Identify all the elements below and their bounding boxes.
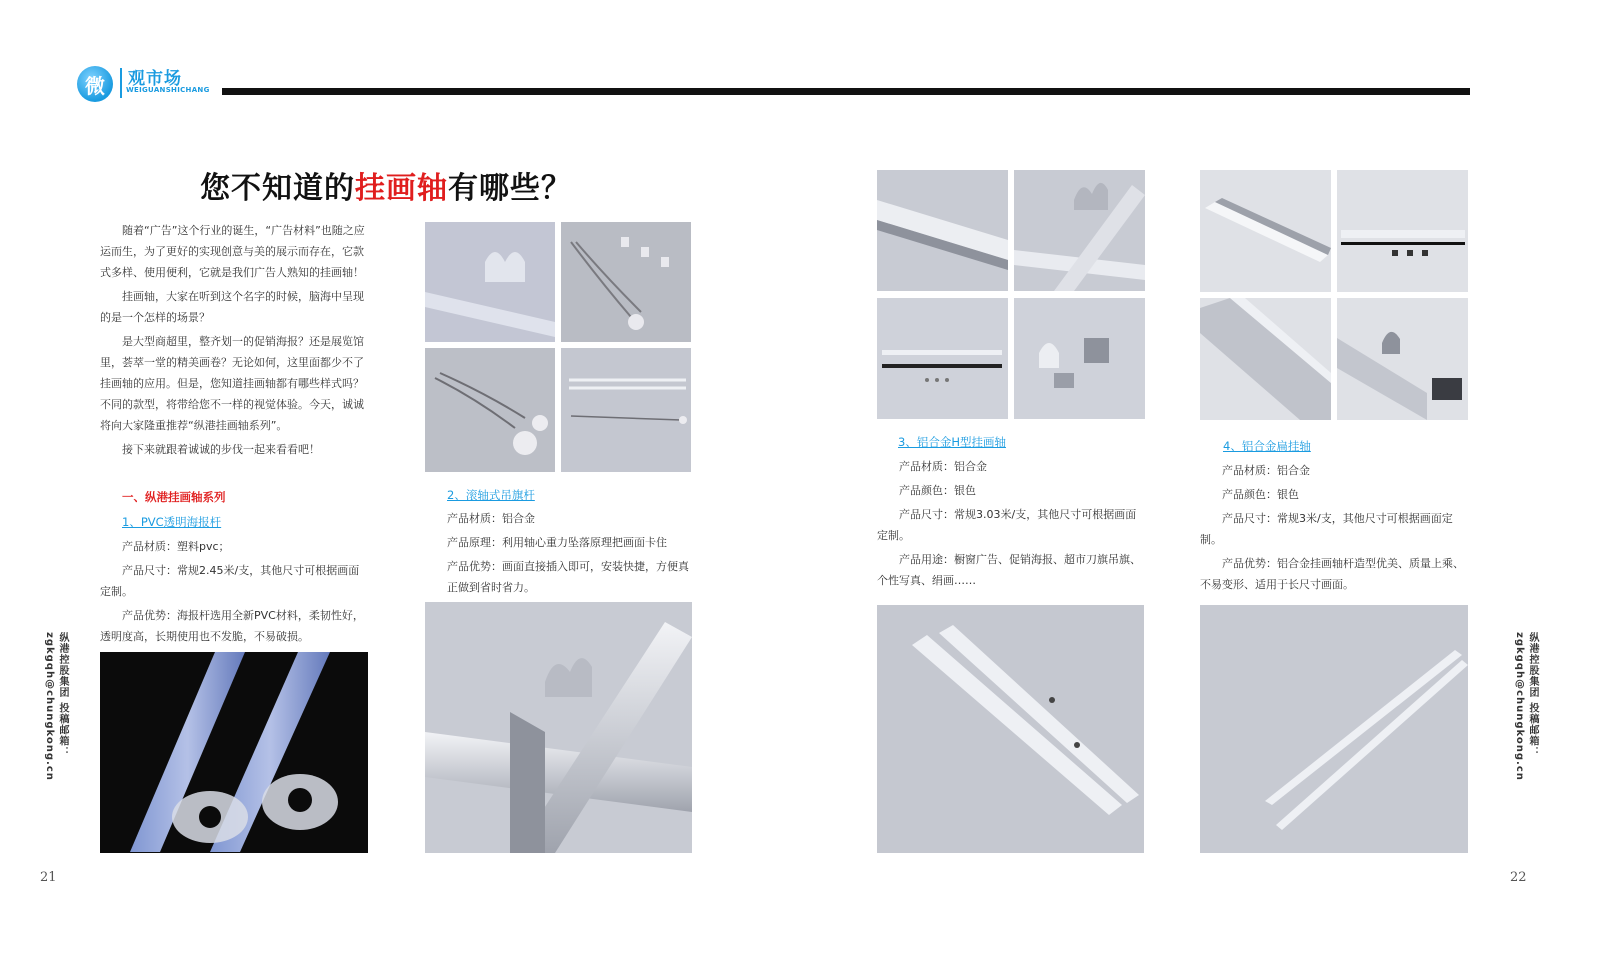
intro-paragraph: 挂画轴，大家在听到这个名字的时候，脑海中呈现的是一个怎样的场景？ — [100, 290, 364, 324]
article-title — [200, 163, 572, 207]
roller-banner-rod-photo — [425, 602, 692, 853]
flat-rod-photo — [1337, 298, 1468, 420]
spec-line: 产品材质：铝合金 — [447, 512, 535, 525]
h-type-rod-photo — [877, 170, 1008, 291]
series-heading: 一、纵港挂画轴系列 — [122, 490, 226, 504]
spec-line: 产品用途：橱窗广告、促销海报、超市刀旗吊旗、个性写真、绢画…… — [877, 553, 1141, 587]
logo-divider — [120, 68, 122, 98]
product-4-heading[interactable]: 4、铝合金扁挂轴 — [1223, 439, 1311, 453]
product-4-specs — [1200, 460, 1468, 595]
spec-line: 产品颜色：银色 — [1222, 488, 1299, 501]
h-type-rod-photo — [1014, 170, 1145, 291]
title-part-2: 有哪些？ — [448, 171, 572, 206]
spec-line: 产品材质：塑料pvc； — [122, 540, 230, 553]
intro-text — [100, 220, 368, 460]
product-grid-photo — [425, 222, 555, 342]
spec-line: 产品尺寸：常规2.45米/支，其他尺寸可根据画面定制。 — [100, 564, 360, 598]
product-3-specs — [877, 456, 1145, 591]
flat-rod-photo — [1200, 298, 1331, 420]
flat-rod-large-photo — [1200, 605, 1468, 853]
spec-line: 产品优势：画面直接插入即可，安装快捷，方便真正做到省时省力。 — [447, 560, 689, 594]
product-3-heading[interactable]: 3、铝合金H型挂画轴 — [898, 435, 1006, 449]
title-highlight: 挂画轴 — [355, 171, 448, 206]
pvc-poster-rod-photo — [100, 652, 368, 853]
spec-line: 产品尺寸：常规3米/支，其他尺寸可根据画面定制。 — [1200, 512, 1453, 546]
spec-line: 产品材质：铝合金 — [899, 460, 987, 473]
h-type-rod-large-photo — [877, 605, 1144, 853]
header-rule — [222, 88, 1470, 95]
page-number-right: 22 — [1510, 870, 1527, 885]
intro-paragraph: 接下来就跟着诚诚的步伐一起来看看吧！ — [122, 443, 320, 456]
section-subtitle: WEIGUANSHICHANG — [126, 86, 210, 94]
spec-line: 产品优势：铝合金挂画轴杆造型优美、质量上乘、不易变形、适用于长尺寸画面。 — [1200, 557, 1464, 591]
intro-paragraph: 是大型商超里，整齐划一的促销海报？还是展览馆里，荟萃一堂的精美画卷？无论如何，这里面都少不了挂画轴的应用。但是，您知道挂画轴都有哪些样式吗？不同的款型，将带给您不一样的视觉体验。今天，诚诚将向大家隆重推荐“纵港挂画轴系列”。 — [100, 335, 364, 432]
spec-line: 产品材质：铝合金 — [1222, 464, 1310, 477]
intro-paragraph: 随着“广告”这个行业的诞生，“广告材料”也随之应运而生，为了更好的实现创意与美的展示而存在，它款式多样、使用便利，它就是我们广告人熟知的挂画轴！ — [100, 224, 365, 279]
spec-line: 产品颜色：银色 — [899, 484, 976, 497]
left-margin-contact: 纵港控股集团 投稿邮箱：zgkgqh@chungkong.cn — [44, 632, 68, 781]
logo-icon: 微 — [77, 66, 113, 102]
right-margin-contact: 纵港控股集团 投稿邮箱：zgkgqh@chungkong.cn — [1514, 632, 1538, 781]
h-type-rod-photo — [1014, 298, 1145, 419]
title-part-1: 您不知道的 — [200, 171, 355, 206]
page-number-left: 21 — [40, 870, 57, 885]
product-grid-photo — [561, 222, 691, 342]
product-1-heading[interactable]: 1、PVC透明海报杆 — [122, 515, 222, 529]
flat-rod-photo — [1337, 170, 1468, 292]
spec-line: 产品原理：利用轴心重力坠落原理把画面卡住 — [447, 536, 667, 549]
product-2-specs — [447, 508, 692, 598]
spec-line: 产品尺寸：常规3.03米/支，其他尺寸可根据画面定制。 — [877, 508, 1137, 542]
flat-rod-photo — [1200, 170, 1331, 292]
product-1-specs — [100, 536, 368, 647]
section-title: 观市场 — [128, 69, 182, 89]
product-grid-photo — [425, 348, 555, 472]
h-type-rod-photo — [877, 298, 1008, 419]
product-2-heading[interactable]: 2、滚轴式吊旗杆 — [447, 488, 535, 502]
spec-line: 产品优势：海报杆选用全新PVC材料，柔韧性好，透明度高，长期使用也不发脆，不易破损。 — [100, 609, 364, 643]
product-grid-photo — [561, 348, 691, 472]
